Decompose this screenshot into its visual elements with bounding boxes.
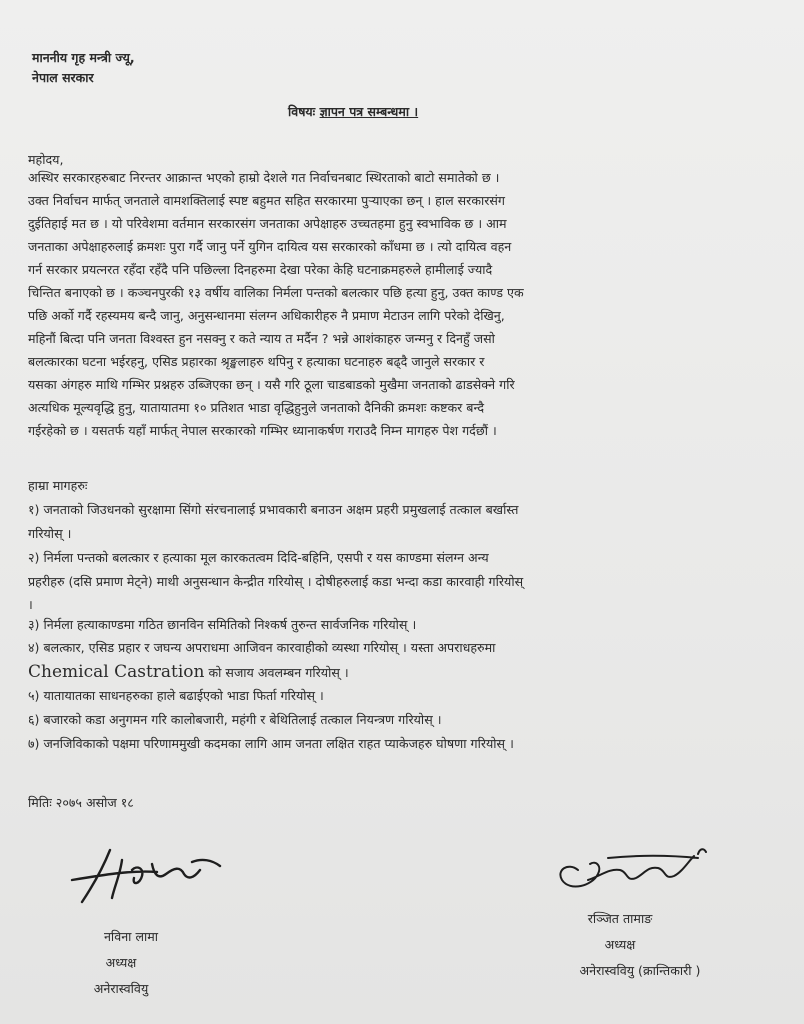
chemical-castration-term: Chemical Castration — [28, 662, 205, 682]
body-line: गर्न सरकार प्रयत्नरत रहँदा रहँदै पनि पछिल्ला दिनहरुमा देखा परेका केहि घटनाक्रमहरुले हामीलाई ज्यादै — [28, 262, 493, 277]
signatory-right-name: रञ्जित तामाङ — [587, 911, 653, 926]
body-line: गईरहेको छ । यसतर्फ यहाँ मार्फत् नेपाल सरकारको गम्भिर ध्यानाकर्षण गराउदै निम्न मागहरु पेश गर्दछौं । — [28, 423, 497, 438]
signatory-left-org: अनेरास्ववियु — [93, 981, 149, 996]
body-line: दुईतिहाई मत छ । यो परिवेशमा वर्तमान सरकारसंग जनताका अपेक्षाहरु उच्चतहमा हुनु स्वभाविक छ । आम — [28, 216, 507, 231]
signatory-right-title: अध्यक्ष — [604, 937, 636, 952]
body-line: बलत्कारका घटना भईरहनु, एसिड प्रहारका श्रृङ्खलाहरु थपिनु र हत्याका घटनाहरु बढ्दै जानुले सरकार र — [28, 354, 485, 369]
signature-left-drawing — [62, 840, 262, 910]
subject-line — [288, 104, 418, 120]
demand-item: ४) बलत्कार, एसिड प्रहार र जघन्य अपराधमा आजिवन कारवाहीको व्यस्था गरियोस् । यस्ता अपराधहरुमा — [28, 640, 496, 655]
body-line: जनताका अपेक्षाहरुलाई क्रमशः पुरा गर्दै जानु पर्ने युगिन दायित्व यस सरकारको काँधमा छ । त्यो दायित्व वहन — [28, 239, 512, 254]
demand-item: ६) बजारको कडा अनुगमन गरि कालोबजारी, महंगी र बेथितिलाई तत्काल नियन्त्रण गरियोस् । — [28, 712, 442, 727]
subject-text: ज्ञापन पत्र सम्बन्धमा । — [319, 104, 419, 119]
body-line: महिनौं बित्दा पनि जनता विश्वस्त हुन नसक्नु र कते न्याय त मर्दैन ? भन्ने आशंकाहरु जन्मनु र दिनहुँ जसो — [28, 331, 495, 346]
salutation: महोदय, — [28, 152, 64, 167]
demand-item: २) निर्मला पन्तको बलत्कार र हत्याका मूल कारकतत्वम दिदि-बहिनि, एसपी र यस काण्डमा संलग्न अन्य — [28, 550, 489, 565]
date-line: मितिः २०७५ असोज १८ — [28, 795, 134, 810]
signature-right-drawing — [548, 840, 748, 910]
demand-item-continued-text: को सजाय अवलम्बन गरियोस् । — [204, 665, 349, 680]
demand-item: ३) निर्मला हत्याकाण्डमा गठित छानविन समितिको निश्कर्ष तुरुन्त सार्वजनिक गरियोस् । — [28, 617, 417, 632]
demand-item: ५) यातायातका साधनहरुका हाले बढाईएको भाडा फिर्ता गरियोस् । — [28, 688, 324, 703]
body-line: अस्थिर सरकारहरुबाट निरन्तर आक्रान्त भएको हाम्रो देशले गत निर्वाचनबाट स्थिरताको बाटो समातेको छ । — [28, 170, 500, 185]
body-line: यसका अंगहरु माथि गम्भिर प्रश्नहरु उब्जिएका छन् । यसै गरि ठूला चाडबाडको मुखैमा जनताको ढाडसेक्ने गरि — [28, 377, 515, 392]
signature-right — [548, 840, 748, 910]
signatory-right-org: अनेरास्ववियु (क्रान्तिकारी ) — [579, 963, 701, 978]
demand-item-continued: । — [28, 597, 33, 612]
signatory-left-name: नविना लामा — [103, 929, 159, 944]
demand-item-continued: प्रहरीहरु (दसि प्रमाण मेट्ने) माथी अनुसन्धान केन्द्रीत गरियोस् । दोषीहरुलाई कडा भन्दा कडा कारवाही गरियोस् — [28, 574, 524, 589]
demands-heading: हाम्रा मागहरुः — [28, 478, 88, 493]
demand-item: १) जनताको जिउधनको सुरक्षामा सिंगो संरचनालाई प्रभावकारी बनाउन अक्षम प्रहरी प्रमुखलाई तत्काल बर्खास्त — [28, 502, 519, 517]
recipient-line-2: नेपाल सरकार — [32, 70, 94, 85]
demand-item-continued — [28, 664, 788, 681]
demand-item: ७) जनजिविकाको पक्षमा परिणाममुखी कदमका लागि आम जनता लक्षित राहत प्याकेजहरु घोषणा गरियोस् । — [28, 736, 514, 751]
body-line: अत्यधिक मूल्यवृद्धि हुनु, यातायातमा १० प्रतिशत भाडा वृद्धिहुनुले जनताको दैनिकी क्रमशः कष्टकर बन्दै — [28, 400, 485, 415]
recipient-line-1: माननीय गृह मन्त्री ज्यू, — [32, 50, 135, 65]
body-line: उक्त निर्वाचन मार्फत् जनताले वामशक्तिलाई स्पष्ट बहुमत सहित सरकारमा पुऱ्याएका छन् । हाल सरकारसंग — [28, 193, 506, 208]
signature-left — [62, 840, 262, 910]
body-line: चिन्तित बनाएको छ । कञ्चनपुरकी १३ वर्षीय वालिका निर्मला पन्तको बलत्कार पछि हत्या हुनु, उक्त काण्ड एक — [28, 285, 524, 300]
signatory-left-title: अध्यक्ष — [105, 955, 137, 970]
subject-label: विषयः — [288, 104, 316, 119]
demand-item-continued: गरियोस् । — [28, 526, 72, 541]
body-line: पछि अर्को गर्दै रहस्यमय बन्दै जानु, अनुसन्धानमा संलग्न अधिकारीहरु नै प्रमाण मेटाउन लागि परेको देखिनु, — [28, 308, 505, 323]
